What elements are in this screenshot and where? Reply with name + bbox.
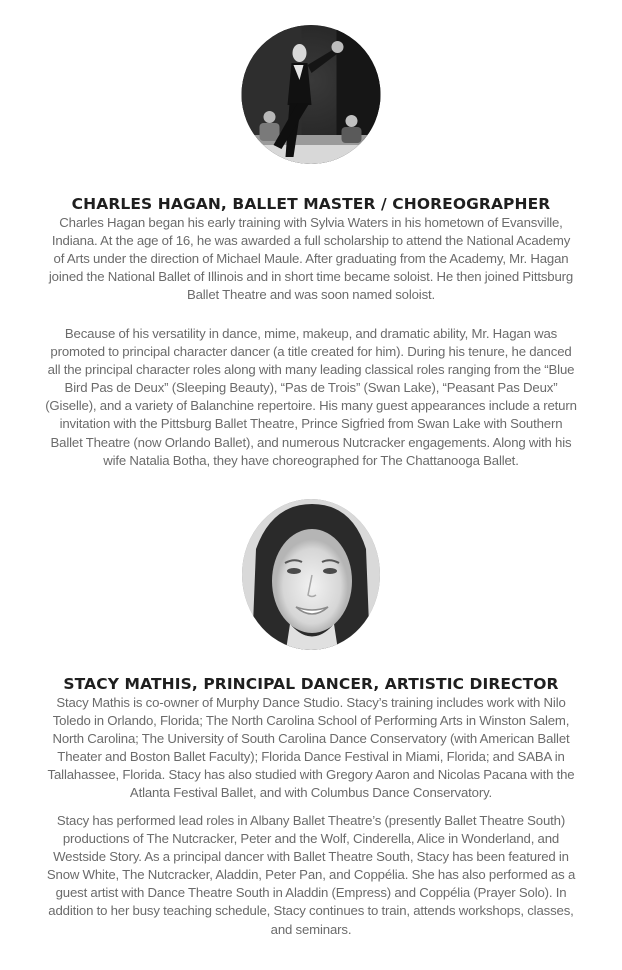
stacy-mathis-heading: STACY MATHIS, PRINCIPAL DANCER, ARTISTIC DIRECTOR	[63, 675, 559, 693]
charles-hagan-bio-paragraph-2: Because of his versatility in dance, mime, makeup, and dramatic ability, Mr. Hagan was promoted to principal character dancer (a title created for him). During his tenure, he danced all the principal character roles along with many leading classical roles ranging from the “Blue Bird Pas de Deux” (Sleeping Beauty), “Pas de Trois” (Swan Lake), “Peasant Pas Deux” (Giselle), and a variety of Balanchine repertoire. His many guest appearances include a return invitation with the Pittsburg Ballet Theatre, Prince Sigfried from Swan Lake with Southern Ballet Theatre (now Orlando Ballet), and numerous Nutcracker engagements. Along with his wife Natalia Botha, they have choreographed for The Chattanooga Ballet.	[45, 326, 577, 468]
stacy-mathis-photo	[242, 499, 380, 650]
charles-hagan-bio-paragraph-1: Charles Hagan began his early training with Sylvia Waters in his hometown of Evansville, Indiana. At the age of 16, he was awarded a full scholarship to attend the National Academy of Arts under the direction of Michael Maule. After graduating from the Academy, Mr. Hagan joined the National Ballet of Illinois and in short time became soloist. He then joined Pittsburg Ballet Theatre and was soon named soloist.	[48, 215, 574, 303]
charles-hagan-photo	[242, 25, 381, 164]
portrait-photo-image	[242, 499, 380, 650]
stacy-mathis-bio-paragraph-1: Stacy Mathis is co-owner of Murphy Dance Studio. Stacy’s training includes work with Nilo Toledo in Orlando, Florida; The North Carolina School of Performing Arts in Winston Salem, North Carolina; The University of South Carolina Dance Conservatory (with American Ballet Theater and Boston Ballet Faculty); Florida Dance Festival in Miami, Florida; and SABA in Tallahassee, Florida. Stacy has also studied with Gregory Aaron and Nicolas Pacana with the Atlanta Festival Ballet, and with Columbus Dance Conservatory.	[47, 695, 575, 801]
charles-hagan-heading: CHARLES HAGAN, BALLET MASTER / CHOREOGRAPHER	[71, 195, 551, 213]
dancer-photo-image	[242, 25, 381, 164]
stacy-mathis-bio-paragraph-2: Stacy has performed lead roles in Albany Ballet Theatre’s (presently Ballet Theatre South) productions of The Nutcracker, Peter and the Wolf, Cinderella, Alice in Wonderland, and Westside Story. As a principal dancer with Ballet Theatre South, Stacy has been featured in Snow White, The Nutcracker, Aladdin, Peter Pan, and Coppélia. She has also performed as a guest artist with Dance Theatre South in Aladdin (Empress) and Coppélia (Prayer Solo). In addition to her busy teaching schedule, Stacy continues to train, attends workshops, classes, and seminars.	[46, 813, 576, 937]
